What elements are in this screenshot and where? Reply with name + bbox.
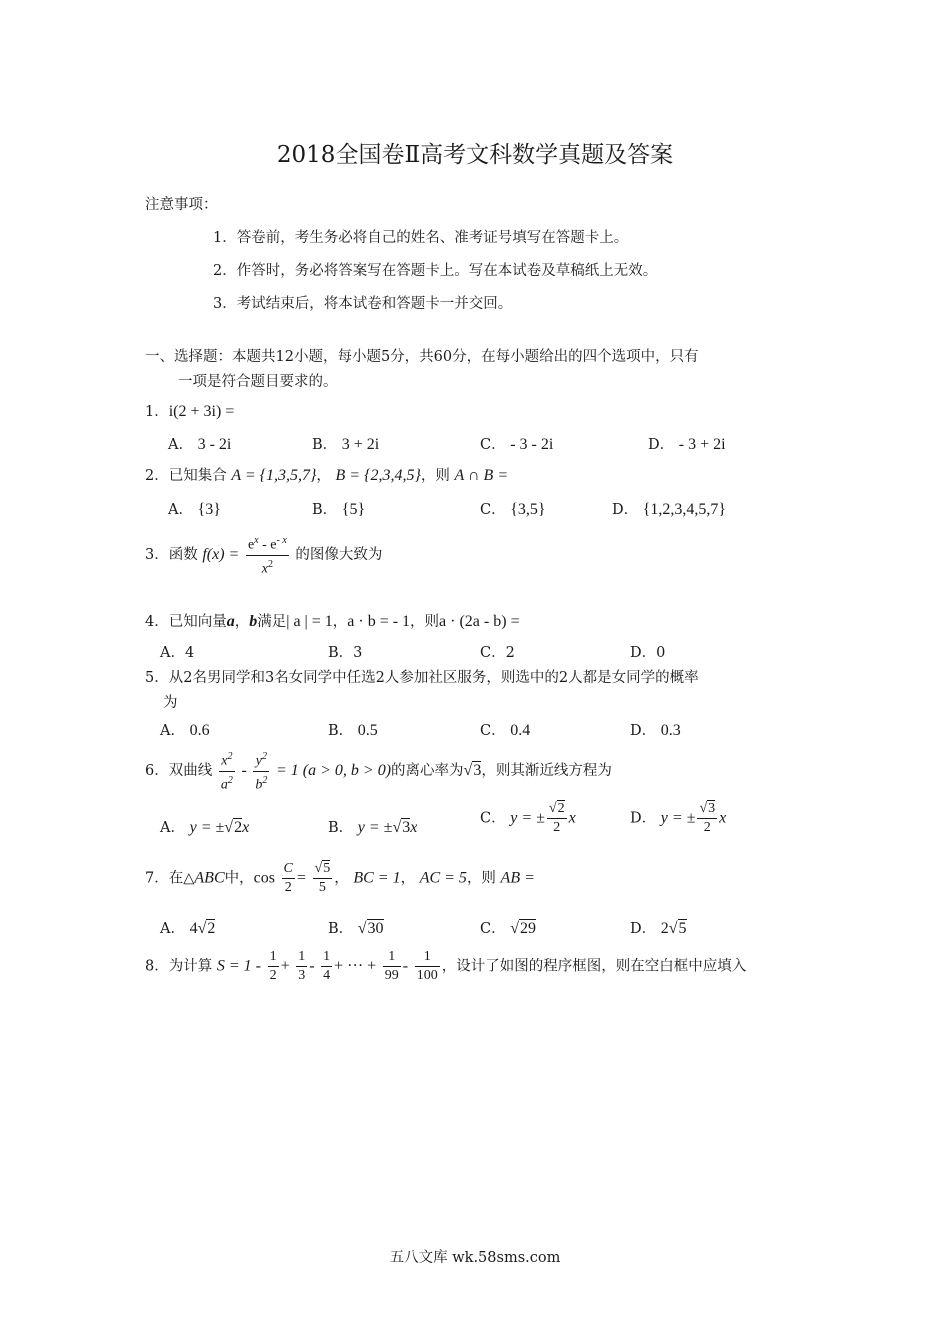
question-stem: i(2 + 3i) = [168,403,235,420]
q7-option-d: D． 2√5 [630,920,687,937]
question-5-cont: 为 [163,695,178,711]
q4-option-d: D．0 [630,645,666,661]
q2-option-a: A． {3} [168,501,221,518]
notice-item-3: 3．考试结束后，将本试卷和答题卡一并交回。 [213,296,513,312]
q1-option-c: C． - 3 - 2i [480,436,554,453]
notice-item-1: 1．答卷前，考生务必将自己的姓名、准考证号填写在答题卡上。 [213,230,629,246]
q2-option-b: B． {5} [312,501,366,518]
question-7: 7．在△ABC中，cos $\frac{C}{2}$ = $\frac{√5}{5}$ ， BC = 1， AC = 5，则 AB = [145,861,535,895]
question-5: 5．从2名男同学和3名女同学中任选2人参加社区服务，则选中的2人都是女同学的概率 [145,670,699,686]
question-3: 3．函数 f(x) = $\frac{e^x - e^{- x}}{x^2}$ 的图像大致为 [145,532,382,578]
question-1 [145,400,234,421]
page-title: 2018全国卷Ⅱ高考文科数学真题及答案 [276,142,674,168]
section-heading-cont: 一项是符合题目要求的。 [178,374,338,390]
notice-item-2: 2．作答时，务必将答案写在答题卡上。写在本试卷及草稿纸上无效。 [213,263,658,279]
q6-option-b: B． y = ±√3x [328,819,418,836]
q4-option-c: C．2 [480,645,515,661]
fraction: $\frac{e^x - e^{- x}}{x^2}$ [246,532,289,578]
section-heading: 一、选择题：本题共12小题，每小题5分，共60分，在每小题给出的四个选项中，只有 [145,349,699,365]
q2-option-c: C． {3,5} [480,501,546,518]
question-6: 6．双曲线 $\frac{x^2}{a^2}$ - $\frac{y^2}{b^2}$ = 1 (a > 0, b > 0)的离心率为√3，则其渐近线方程为 [145,748,612,794]
q5-option-b: B． 0.5 [328,722,378,739]
q5-option-c: C． 0.4 [480,722,531,739]
q5-option-a: A． 0.6 [160,722,210,739]
q6-option-a: A． y = ±√2x [160,819,250,836]
q1-option-d: D． - 3 + 2i [648,436,726,453]
q4-option-b: B．3 [328,645,363,661]
notice-heading: 注意事项： [145,197,218,213]
footer-watermark: 五八文库 wk.58sms.com [389,1250,561,1266]
q5-option-d: D． 0.3 [630,722,681,739]
q1-option-b: B． 3 + 2i [312,436,380,453]
q4-option-a: A．4 [160,645,195,661]
question-2: 2．已知集合 A = {1,3,5,7}， B = {2,3,4,5}，则 A ∩ B = [145,467,509,484]
question-8: 8．为计算 S = 1 - $\frac{1}{2}$ + $\frac{1}{3}$ - $\frac{1}{4}$ + ··· + $\frac{1}{99}$ - $\frac{1}{100}$ ，设计了如图的程序框图，则在空白框中应填入 [145,949,747,983]
q7-option-c: C． √29 [480,920,536,937]
q7-option-a: A． 4√2 [160,920,216,937]
question-number: 1． [145,404,169,420]
q6-option-c: C． y = ± $\frac{√2}{2}$ x [480,801,576,835]
question-4: 4．已知向量a，b满足| a | = 1，a · b = - 1，则a · (2a - b) = [145,613,520,630]
q6-option-d: D． y = ± $\frac{√3}{2}$ x [630,801,727,835]
q1-option-a: A． 3 - 2i [168,436,232,453]
q2-option-d: D． {1,2,3,4,5,7} [612,501,727,518]
q7-option-b: B． √30 [328,920,384,937]
